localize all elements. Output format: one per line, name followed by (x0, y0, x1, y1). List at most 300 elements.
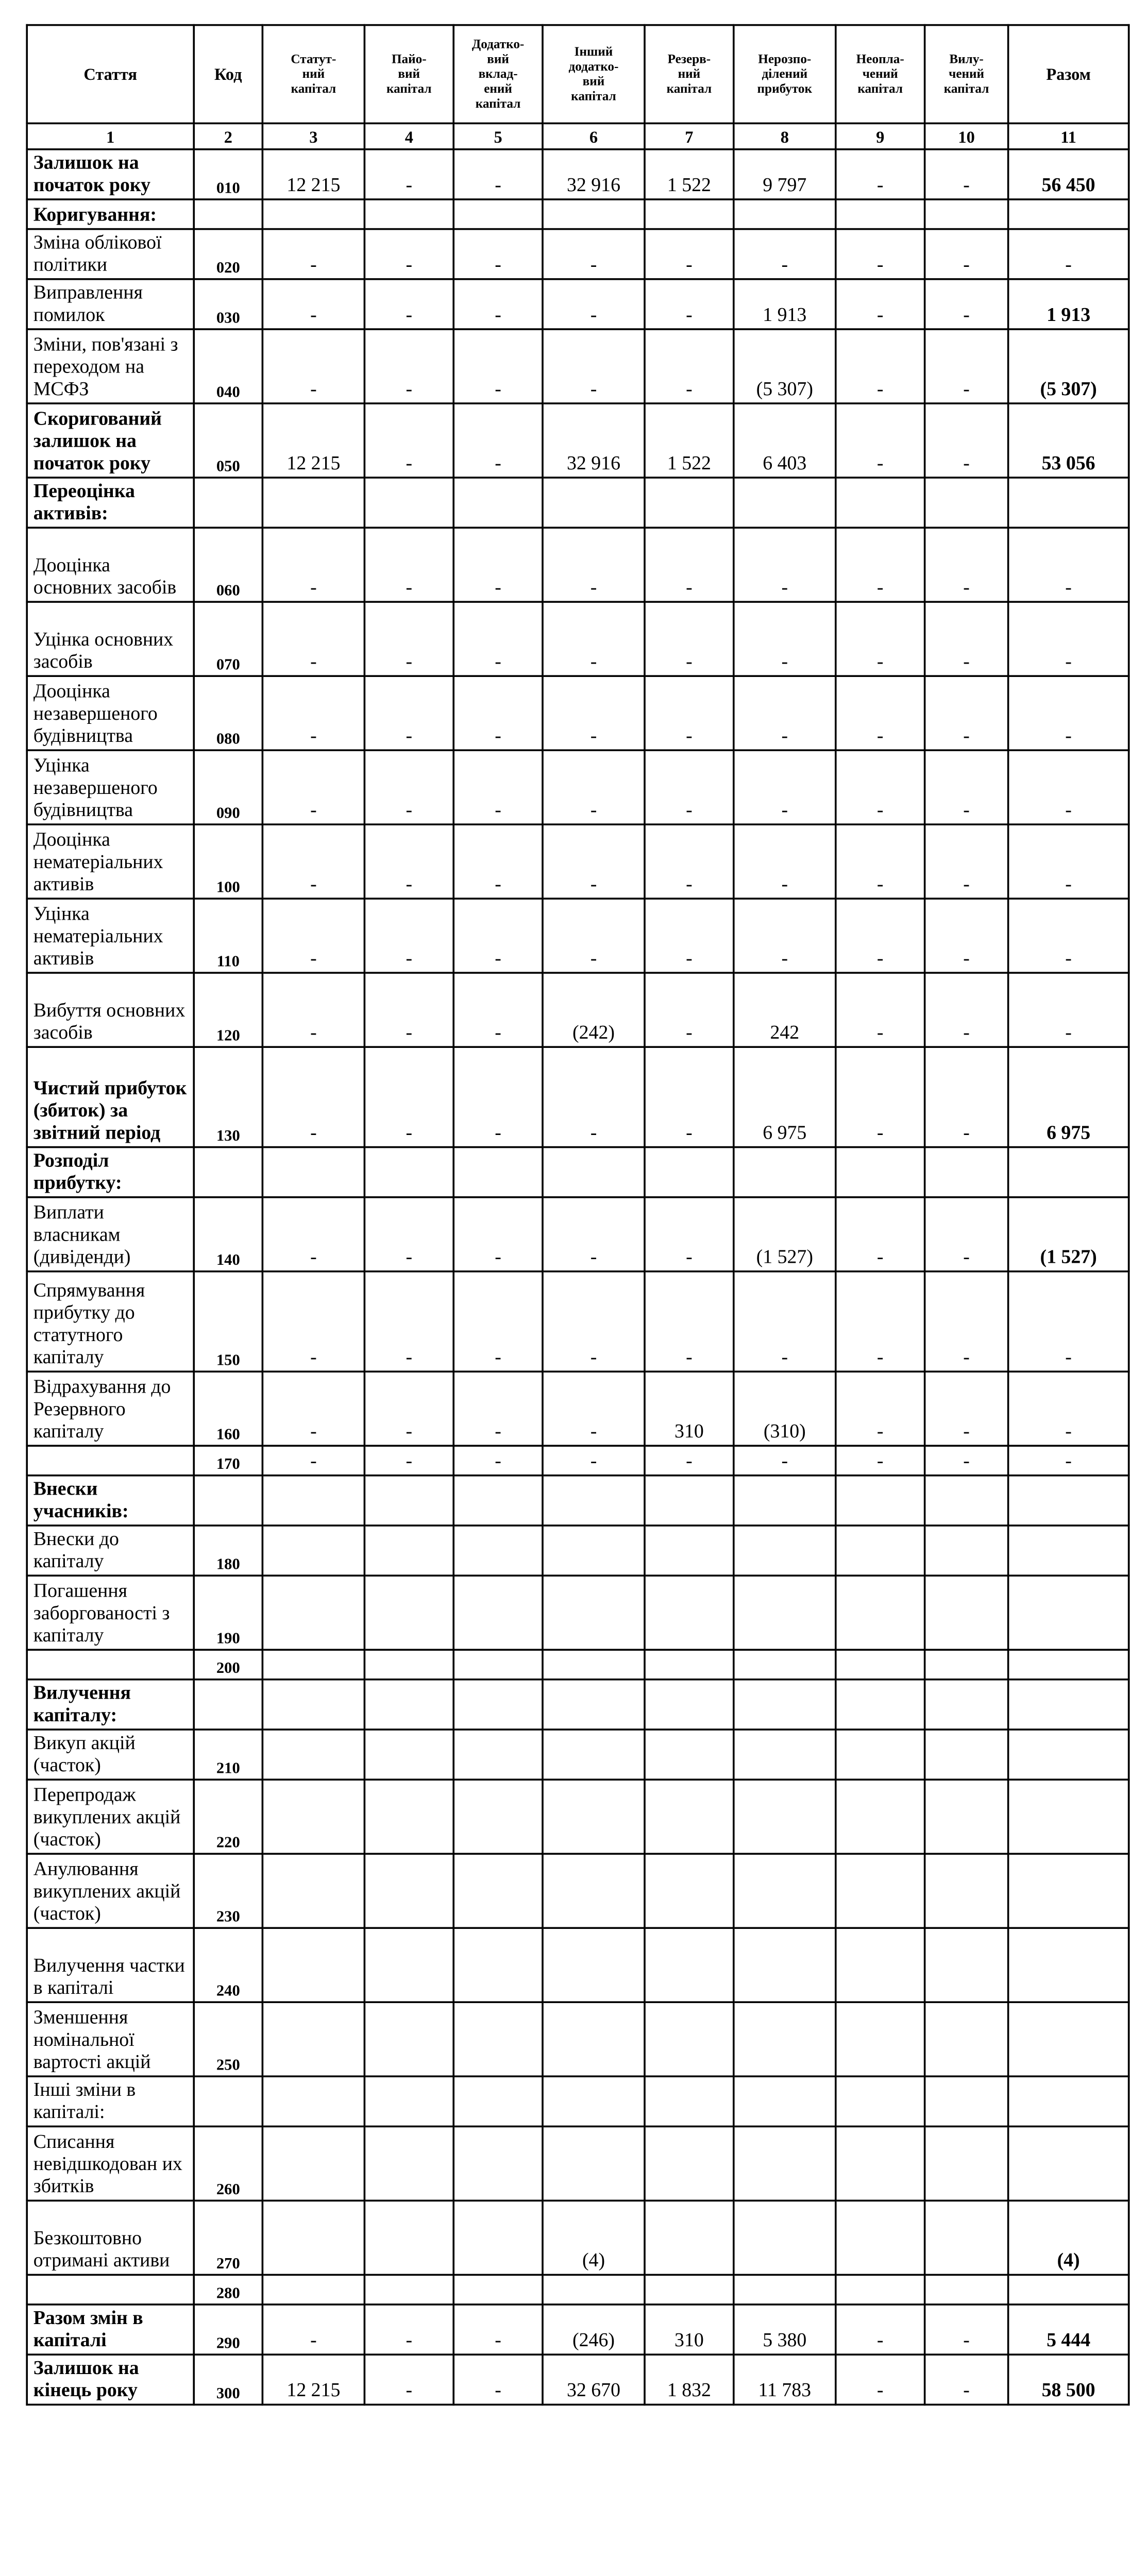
value-cell: - (836, 2304, 925, 2354)
value-cell (734, 2126, 836, 2200)
value-cell (262, 2126, 364, 2200)
table-row (27, 229, 1128, 279)
column-number: 5 (453, 123, 543, 149)
value-cell (836, 2275, 925, 2304)
value-cell: - (645, 676, 734, 750)
value-cell: - (543, 824, 645, 899)
row-code: 160 (194, 1371, 262, 1446)
header-cell: Статут- ний капітал (262, 25, 364, 124)
row-total-cell: 1 913 (1008, 279, 1129, 329)
value-cell: - (543, 279, 645, 329)
table-row (27, 1446, 1128, 1476)
row-total-cell: 53 056 (1008, 403, 1129, 478)
value-cell: - (543, 1446, 645, 1476)
value-cell: - (453, 602, 543, 676)
row-code: 220 (194, 1780, 262, 1854)
value-cell (836, 1680, 925, 1730)
value-cell: - (543, 229, 645, 279)
row-total-cell (1008, 2126, 1129, 2200)
value-cell: - (645, 279, 734, 329)
value-cell (734, 1680, 836, 1730)
value-cell: - (836, 1197, 925, 1272)
row-code: 110 (194, 899, 262, 973)
value-cell: - (364, 528, 453, 602)
row-total-cell (1008, 1928, 1129, 2002)
row-code: 050 (194, 403, 262, 478)
value-cell: - (645, 1446, 734, 1476)
value-cell (262, 1147, 364, 1197)
row-total-cell (1008, 2275, 1129, 2304)
value-cell (543, 2076, 645, 2126)
value-cell (836, 1780, 925, 1854)
value-cell: - (645, 824, 734, 899)
value-cell: 12 215 (262, 149, 364, 199)
row-total-cell: 5 444 (1008, 2304, 1129, 2354)
value-cell: - (262, 750, 364, 824)
value-cell (543, 1575, 645, 1650)
value-cell: 1 522 (645, 149, 734, 199)
column-number: 8 (734, 123, 836, 149)
value-cell (734, 2002, 836, 2076)
value-cell (734, 1730, 836, 1780)
value-cell: 1 832 (645, 2354, 734, 2404)
table-row (27, 1272, 1128, 1371)
value-cell (734, 199, 836, 229)
value-cell (543, 1476, 645, 1526)
column-number: 1 (27, 123, 194, 149)
row-label: Погашення заборгованості з капіталу (27, 1575, 194, 1650)
value-cell: - (543, 1272, 645, 1371)
value-cell (836, 2076, 925, 2126)
row-total-cell: - (1008, 1446, 1129, 1476)
value-cell: - (734, 1272, 836, 1371)
row-code (194, 2076, 262, 2126)
value-cell (453, 199, 543, 229)
value-cell (925, 1928, 1008, 2002)
value-cell: - (925, 1197, 1008, 1272)
value-cell: - (453, 1371, 543, 1446)
header-cell: Додатко- вий вклад- ений капітал (453, 25, 543, 124)
value-cell (645, 1650, 734, 1680)
value-cell: - (925, 329, 1008, 403)
value-cell: - (734, 602, 836, 676)
value-cell: - (836, 676, 925, 750)
row-code: 300 (194, 2354, 262, 2404)
value-cell (262, 1730, 364, 1780)
table-row (27, 279, 1128, 329)
header-cell: Інший додатко- вий капітал (543, 25, 645, 124)
row-label: Скоригований залишок на початок року (27, 403, 194, 478)
row-total-cell (1008, 1575, 1129, 1650)
value-cell: - (645, 329, 734, 403)
row-label: Залишок на початок року (27, 149, 194, 199)
value-cell: 12 215 (262, 403, 364, 478)
value-cell (645, 1575, 734, 1650)
value-cell: - (262, 1047, 364, 1147)
value-cell: - (925, 528, 1008, 602)
value-cell (543, 199, 645, 229)
value-cell: (1 527) (734, 1197, 836, 1272)
value-cell (734, 1928, 836, 2002)
row-code: 060 (194, 528, 262, 602)
header-cell: Разом (1008, 25, 1129, 124)
value-cell (453, 478, 543, 528)
table-row (27, 2200, 1128, 2275)
row-code: 080 (194, 676, 262, 750)
row-code: 190 (194, 1575, 262, 1650)
value-cell (836, 1575, 925, 1650)
value-cell: - (262, 824, 364, 899)
column-number: 9 (836, 123, 925, 149)
value-cell: - (543, 602, 645, 676)
value-cell (925, 2200, 1008, 2275)
value-cell (734, 1650, 836, 1680)
row-code: 010 (194, 149, 262, 199)
value-cell (364, 199, 453, 229)
row-code: 200 (194, 1650, 262, 1680)
value-cell: - (364, 1197, 453, 1272)
row-total-cell (1008, 1650, 1129, 1680)
value-cell (925, 478, 1008, 528)
value-cell: - (925, 403, 1008, 478)
row-code (194, 1680, 262, 1730)
value-cell: - (262, 528, 364, 602)
row-label: Внески до капіталу (27, 1526, 194, 1575)
value-cell (645, 1476, 734, 1526)
table-row (27, 602, 1128, 676)
value-cell: - (364, 1371, 453, 1446)
row-total-cell: - (1008, 528, 1129, 602)
value-cell (453, 2200, 543, 2275)
table-row (27, 1650, 1128, 1680)
value-cell (453, 2076, 543, 2126)
header-cell: Стаття (27, 25, 194, 124)
column-number: 2 (194, 123, 262, 149)
header-cell: Неопла- чений капітал (836, 25, 925, 124)
value-cell: - (734, 528, 836, 602)
value-cell: 310 (645, 1371, 734, 1446)
value-cell (453, 1650, 543, 1680)
value-cell (262, 1650, 364, 1680)
value-cell (925, 1476, 1008, 1526)
row-total-cell (1008, 1476, 1129, 1526)
value-cell: (242) (543, 973, 645, 1047)
value-cell: - (364, 1047, 453, 1147)
value-cell: - (836, 329, 925, 403)
value-cell (364, 1476, 453, 1526)
table-row (27, 528, 1128, 602)
value-cell (645, 2126, 734, 2200)
row-label: Зменшення номінальної вартості акцій (27, 2002, 194, 2076)
value-cell: - (925, 602, 1008, 676)
table-row (27, 2126, 1128, 2200)
row-total-cell: - (1008, 602, 1129, 676)
value-cell: - (364, 1446, 453, 1476)
value-cell (645, 2200, 734, 2275)
row-total-cell: (1 527) (1008, 1197, 1129, 1272)
value-cell: - (925, 676, 1008, 750)
value-cell (734, 1854, 836, 1928)
value-cell: - (836, 1272, 925, 1371)
table-row (27, 329, 1128, 403)
value-cell: 9 797 (734, 149, 836, 199)
value-cell (645, 1854, 734, 1928)
value-cell: - (543, 899, 645, 973)
table-row (27, 1928, 1128, 2002)
table-row (27, 149, 1128, 199)
value-cell (836, 2126, 925, 2200)
value-cell (453, 1928, 543, 2002)
row-code (194, 478, 262, 528)
value-cell: 32 916 (543, 403, 645, 478)
header-cell: Пайо- вий капітал (364, 25, 453, 124)
value-cell (925, 1780, 1008, 1854)
value-cell (453, 1147, 543, 1197)
value-cell (364, 1147, 453, 1197)
value-cell (645, 1680, 734, 1730)
value-cell: - (645, 973, 734, 1047)
header-row (27, 25, 1128, 124)
row-label: Чистий прибуток (збиток) за звітний період (27, 1047, 194, 1147)
value-cell (645, 1147, 734, 1197)
row-code (194, 1476, 262, 1526)
value-cell (645, 1780, 734, 1854)
table-row (27, 1047, 1128, 1147)
row-total-cell: (4) (1008, 2200, 1129, 2275)
value-cell: - (925, 1272, 1008, 1371)
value-cell: (246) (543, 2304, 645, 2354)
value-cell (734, 2076, 836, 2126)
value-cell: - (453, 973, 543, 1047)
value-cell (734, 1526, 836, 1575)
value-cell: - (734, 750, 836, 824)
row-total-cell: 58 500 (1008, 2354, 1129, 2404)
value-cell: - (645, 899, 734, 973)
value-cell (925, 1650, 1008, 1680)
row-label: Виплати власникам (дивіденди) (27, 1197, 194, 1272)
table-row (27, 2354, 1128, 2404)
row-code: 230 (194, 1854, 262, 1928)
row-label (27, 1446, 194, 1476)
value-cell (836, 1650, 925, 1680)
column-number: 6 (543, 123, 645, 149)
row-total-cell (1008, 1147, 1129, 1197)
row-total-cell (1008, 1854, 1129, 1928)
row-code: 260 (194, 2126, 262, 2200)
value-cell (925, 1575, 1008, 1650)
row-total-cell: 56 450 (1008, 149, 1129, 199)
value-cell: - (262, 2304, 364, 2354)
value-cell: 242 (734, 973, 836, 1047)
row-code: 280 (194, 2275, 262, 2304)
value-cell (734, 1780, 836, 1854)
value-cell: - (364, 229, 453, 279)
value-cell (453, 1854, 543, 1928)
value-cell (453, 1476, 543, 1526)
row-label: Залишок на кінець року (27, 2354, 194, 2404)
table-row (27, 824, 1128, 899)
value-cell: (310) (734, 1371, 836, 1446)
value-cell (836, 478, 925, 528)
value-cell (734, 1147, 836, 1197)
row-code: 290 (194, 2304, 262, 2354)
value-cell (836, 1147, 925, 1197)
row-label (27, 1650, 194, 1680)
row-code: 020 (194, 229, 262, 279)
value-cell (364, 2200, 453, 2275)
row-label: Разом змін в капіталі (27, 2304, 194, 2354)
table-row (27, 2304, 1128, 2354)
value-cell: - (645, 1197, 734, 1272)
table-row (27, 1680, 1128, 1730)
column-number: 3 (262, 123, 364, 149)
value-cell: - (453, 329, 543, 403)
row-total-cell (1008, 478, 1129, 528)
value-cell (453, 2275, 543, 2304)
value-cell: - (453, 676, 543, 750)
value-cell (543, 2275, 645, 2304)
value-cell (364, 1854, 453, 1928)
value-cell: - (262, 676, 364, 750)
value-cell (262, 478, 364, 528)
table-row (27, 403, 1128, 478)
value-cell: - (543, 750, 645, 824)
table-row (27, 1526, 1128, 1575)
value-cell: - (364, 149, 453, 199)
value-cell (645, 2076, 734, 2126)
value-cell (453, 2126, 543, 2200)
row-code: 090 (194, 750, 262, 824)
value-cell: - (925, 973, 1008, 1047)
value-cell: - (364, 1272, 453, 1371)
row-total-cell (1008, 1680, 1129, 1730)
row-code: 250 (194, 2002, 262, 2076)
row-code (194, 1147, 262, 1197)
value-cell: 32 916 (543, 149, 645, 199)
table-row (27, 1780, 1128, 1854)
value-cell: - (262, 279, 364, 329)
value-cell (734, 2200, 836, 2275)
row-code: 180 (194, 1526, 262, 1575)
value-cell: - (262, 329, 364, 403)
value-cell (364, 2002, 453, 2076)
row-total-cell: - (1008, 750, 1129, 824)
value-cell: (4) (543, 2200, 645, 2275)
value-cell: - (925, 279, 1008, 329)
row-code: 130 (194, 1047, 262, 1147)
value-cell (364, 1780, 453, 1854)
row-total-cell (1008, 1526, 1129, 1575)
row-label: Відрахування до Резервного капіталу (27, 1371, 194, 1446)
value-cell: - (453, 1272, 543, 1371)
value-cell: - (925, 229, 1008, 279)
value-cell: - (925, 1446, 1008, 1476)
value-cell: - (734, 1446, 836, 1476)
value-cell: - (836, 229, 925, 279)
table-row (27, 2002, 1128, 2076)
value-cell (734, 478, 836, 528)
value-cell: - (453, 1197, 543, 1272)
value-cell: (5 307) (734, 329, 836, 403)
value-cell (543, 1854, 645, 1928)
column-number: 7 (645, 123, 734, 149)
value-cell (836, 1526, 925, 1575)
row-code: 170 (194, 1446, 262, 1476)
value-cell (262, 2076, 364, 2126)
value-cell (645, 1928, 734, 2002)
row-label: Уцінка основних засобів (27, 602, 194, 676)
row-total-cell: - (1008, 824, 1129, 899)
value-cell (734, 1575, 836, 1650)
row-total-cell: - (1008, 229, 1129, 279)
value-cell: 6 975 (734, 1047, 836, 1147)
value-cell: - (364, 279, 453, 329)
value-cell: - (453, 1446, 543, 1476)
row-label: Переоцінка активів: (27, 478, 194, 528)
value-cell: - (453, 279, 543, 329)
value-cell (836, 1854, 925, 1928)
value-cell: - (645, 229, 734, 279)
table-row (27, 973, 1128, 1047)
value-cell: - (543, 1197, 645, 1272)
table-row (27, 2076, 1128, 2126)
value-cell: - (453, 2354, 543, 2404)
value-cell: - (734, 899, 836, 973)
value-cell: - (836, 149, 925, 199)
row-code (194, 199, 262, 229)
row-label: Зміна облікової політики (27, 229, 194, 279)
equity-statement-table (26, 24, 1129, 2405)
value-cell (925, 199, 1008, 229)
value-cell (262, 1854, 364, 1928)
value-cell: - (645, 602, 734, 676)
value-cell (543, 1650, 645, 1680)
value-cell (453, 2002, 543, 2076)
value-cell (925, 1854, 1008, 1928)
table-row (27, 1147, 1128, 1197)
value-cell (543, 1526, 645, 1575)
row-total-cell: - (1008, 676, 1129, 750)
value-cell (262, 1526, 364, 1575)
value-cell (453, 1780, 543, 1854)
table-row (27, 899, 1128, 973)
row-code: 040 (194, 329, 262, 403)
row-code: 030 (194, 279, 262, 329)
value-cell (364, 1730, 453, 1780)
row-label: Спрямування прибутку до статутного капіталу (27, 1272, 194, 1371)
value-cell (925, 2076, 1008, 2126)
value-cell: - (543, 329, 645, 403)
row-label: Списання невідшкодован их збитків (27, 2126, 194, 2200)
value-cell: - (734, 229, 836, 279)
table-row (27, 676, 1128, 750)
value-cell: - (453, 750, 543, 824)
value-cell (925, 2126, 1008, 2200)
value-cell: - (925, 750, 1008, 824)
value-cell: - (836, 602, 925, 676)
value-cell: - (453, 528, 543, 602)
row-label: Перепродаж викуплених акцій (часток) (27, 1780, 194, 1854)
value-cell (364, 2126, 453, 2200)
row-code: 100 (194, 824, 262, 899)
value-cell (645, 478, 734, 528)
value-cell: 32 670 (543, 2354, 645, 2404)
row-code: 210 (194, 1730, 262, 1780)
value-cell: - (836, 1371, 925, 1446)
column-number: 10 (925, 123, 1008, 149)
value-cell (836, 1730, 925, 1780)
column-number-row (27, 123, 1128, 149)
